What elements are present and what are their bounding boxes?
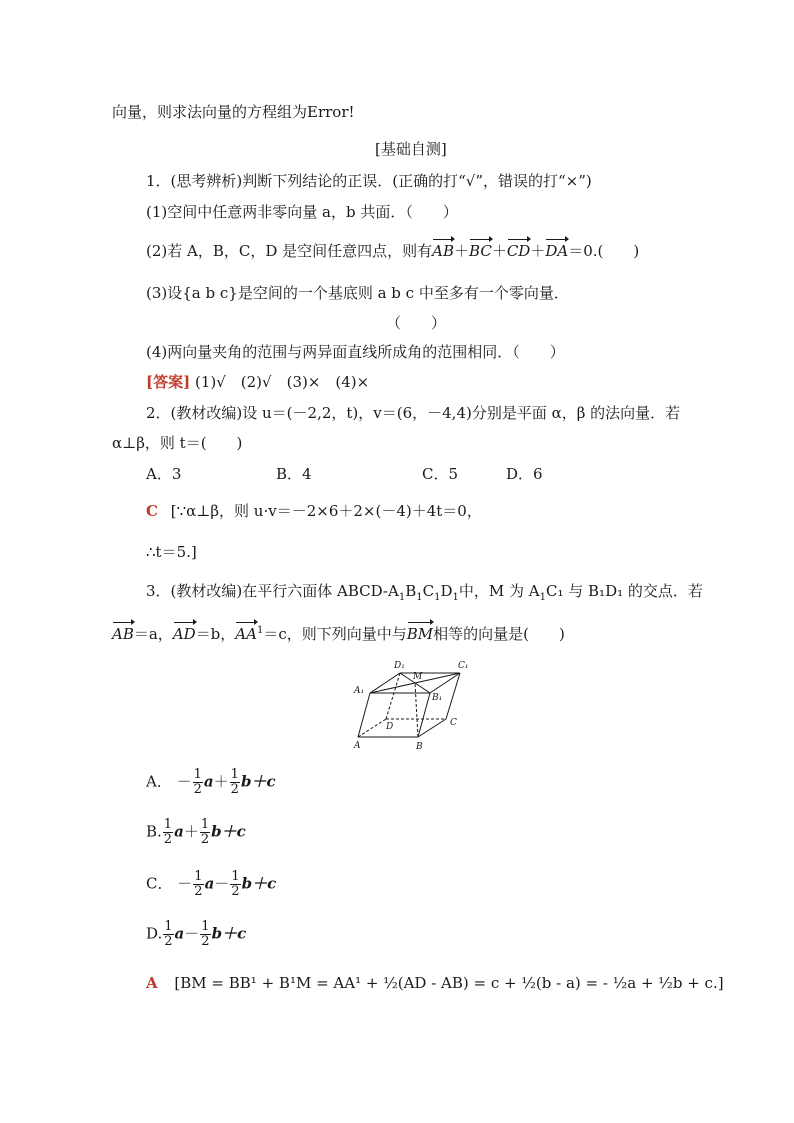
- vec-ad: AD: [172, 625, 196, 643]
- q3-eq-a: ＝a，: [133, 625, 173, 643]
- q3-stem-suffix: 中，M 为 A: [458, 582, 540, 600]
- label-c: C: [450, 718, 457, 728]
- answer-text: (1)√ (2)√ (3)× (4)×: [194, 373, 370, 391]
- label-c1: C₁: [458, 661, 469, 671]
- q3-stem-prefix: 3．(教材改编)在平行六面体 ABCD-A: [146, 582, 399, 600]
- label-d: D: [386, 722, 394, 732]
- segment-bm: [415, 683, 418, 737]
- vec-aa1: AA: [235, 625, 257, 643]
- q3-answer-letter: A: [146, 974, 158, 992]
- header-line: 向量，则求法向量的方程组为Error!: [112, 103, 355, 121]
- q2-option-c: C．5: [422, 465, 459, 483]
- label-a: A: [354, 741, 361, 751]
- q2-option-b: B．4: [276, 465, 312, 483]
- q3-option-a: A． － $\frac{1}{2}$ a＋ $\frac{1}{2}$ b＋c: [146, 767, 276, 797]
- q3-solution: [146, 972, 724, 994]
- vec-ab-2: AB: [112, 625, 134, 643]
- q2-stem: 2．(教材改编)设 u＝(－2,2，t)，v＝(6，－4,4)分别是平面 α，β 的法向量．若: [146, 404, 681, 422]
- q3-solution-text: [BM = BB¹ + B¹M = AA¹ + ½(AD - AB) = c + ½(b - a) = - ½a + ½b + c.]: [174, 974, 724, 992]
- q3-option-c: C． － $\frac{1}{2}$ a－ $\frac{1}{2}$ b＋c: [146, 869, 277, 899]
- edge-dd1: [386, 673, 400, 719]
- q3-stem-b: B: [405, 582, 417, 600]
- vec-cd: CD: [506, 242, 531, 260]
- q3-option-b: B. $\frac{1}{2}$ a＋ $\frac{1}{2}$ b＋c: [146, 817, 246, 847]
- q3-stem: 3．(教材改编)在平行六面体 ABCD-$A_1B_1C_1D_1$中，M 为 $A_1C_1$ 与 B₁D₁ 的交点．若: [146, 582, 703, 603]
- q3-stem-d: D: [440, 582, 453, 600]
- vec-ab: AB: [432, 242, 455, 260]
- q1-item-1: (1)空间中任意两非零向量 a，b 共面．（ ）: [146, 203, 458, 221]
- q2-solution-2: ∴t＝5.]: [146, 543, 197, 561]
- q2-answer-letter: C: [146, 502, 158, 520]
- q3-option-d: D. $\frac{1}{2}$ a－ $\frac{1}{2}$ b＋c: [146, 919, 247, 949]
- section-title: [基础自测]: [375, 140, 447, 158]
- vec-bc: BC: [469, 242, 492, 260]
- q3-stem-end-2: 相等的向量是( ): [433, 625, 565, 643]
- label-b1: B₁: [432, 693, 443, 703]
- edge-cc1: [446, 673, 460, 719]
- vec-bm: BM: [406, 625, 434, 643]
- q3-stem-c: C: [422, 582, 435, 600]
- q2-solution: [146, 500, 482, 522]
- q2-stem-2: α⊥β，则 t＝( ): [112, 434, 243, 452]
- label-m: M: [413, 672, 423, 682]
- q1-item-2: (2)若 A，B，C，D 是空间任意四点，则有AB＋BC＋CD＋DA＝0.( ): [146, 242, 640, 260]
- q3-eq-c: ＝c，则下列向量中与: [263, 625, 407, 643]
- q1-item-3: (3)设{a b c}是空间的一个基底则 a b c 中至多有一个零向量．: [146, 284, 569, 302]
- q2-option-a: A．3: [146, 465, 182, 483]
- q3-eq-b: ＝b，: [195, 625, 236, 643]
- q1-stem: 1．(思考辨析)判断下列结论的正误．(正确的打“√”，错误的打“×”): [146, 172, 592, 190]
- q1-item-2-text: (2)若 A，B，C，D 是空间任意四点，则有: [146, 242, 433, 260]
- vec-da: DA: [545, 242, 569, 260]
- label-d1: D₁: [394, 661, 405, 671]
- q1-answer: [146, 371, 369, 393]
- q2-option-d: D．6: [506, 465, 543, 483]
- q1-item-4: (4)两向量夹角的范围与两异面直线所成角的范围相同．（ ）: [146, 343, 565, 361]
- parallelepiped-figure: [352, 655, 472, 755]
- label-a1: A₁: [354, 686, 365, 696]
- q1-item-2-tail: ＝0.( ): [568, 242, 640, 260]
- q3-stem-2: AB＝a，AD＝b，$AA^1=c$，则下列向量中与BM相等的向量是( ): [112, 625, 565, 643]
- answer-label: [答案]: [146, 373, 191, 391]
- q2-solution-1: [∵α⊥β，则 u·v＝－2×6＋2×(－4)＋4t＝0，: [170, 502, 482, 520]
- q1-item-3-paren: （ ）: [386, 314, 447, 332]
- label-b: B: [416, 742, 423, 752]
- q3-stem-end: C₁ 与 B₁D₁ 的交点．若: [546, 582, 703, 600]
